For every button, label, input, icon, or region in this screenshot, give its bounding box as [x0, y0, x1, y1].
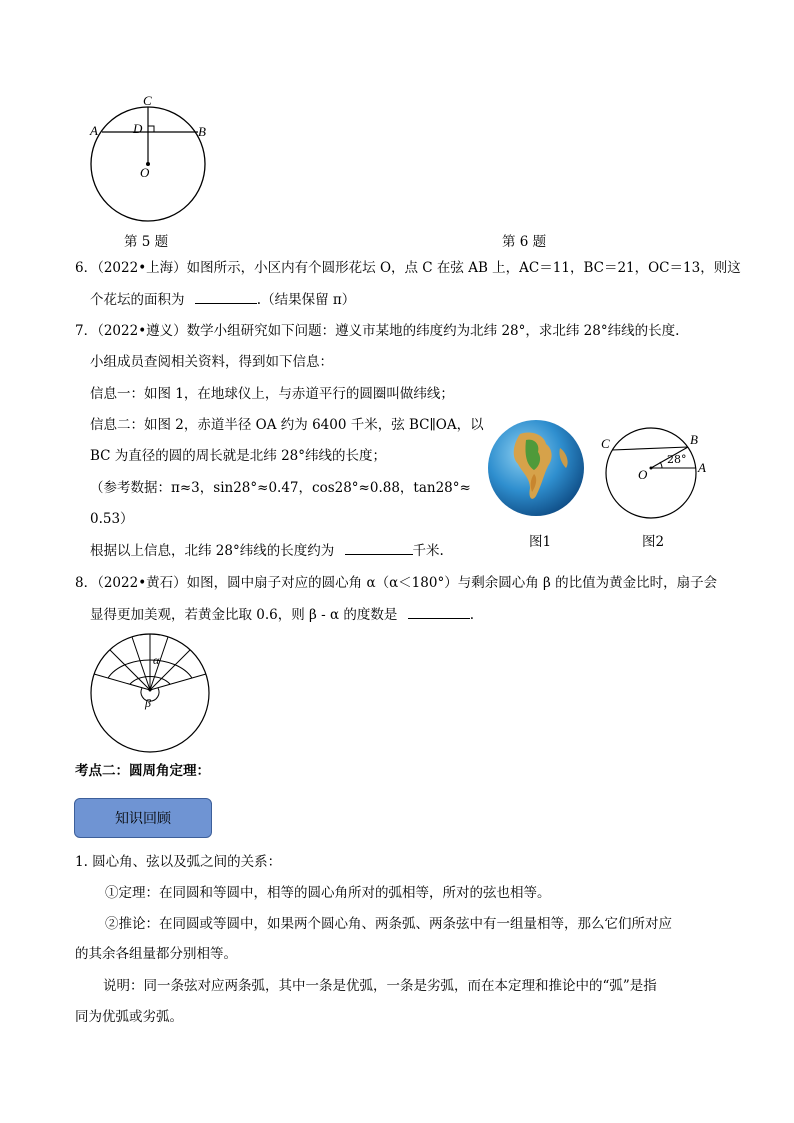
question-7-answer-text: 根据以上信息，北纬 28°纬线的长度约为	[90, 543, 335, 559]
note-line-1: 说明：同一条弦对应两条弧，其中一条是优弧，一条是劣弧，而在本定理和推论中的“弧”是指	[103, 978, 657, 994]
label-b: B	[198, 124, 206, 139]
right-angle-mark	[148, 126, 154, 132]
question-7-line-2: 小组成员查阅相关资料，得到如下信息：	[90, 354, 333, 370]
label-o: O	[638, 467, 648, 482]
reference-data-line-2: 0.53）	[90, 511, 134, 527]
note-line-2: 同为优弧或劣弧。	[75, 1009, 183, 1025]
fan-circle-diagram	[88, 632, 214, 758]
chord-bc	[612, 447, 688, 450]
figure-2-caption: 图2	[642, 534, 665, 550]
fan-ribs	[94, 634, 206, 690]
question-8-text: 显得更加美观，若黄金比取 0.6，则 β - α 的度数是	[90, 607, 398, 623]
knowledge-review-label	[74, 798, 212, 838]
label-a: A	[698, 460, 706, 475]
info-2-line-2: BC 为直径的圆的周长就是北纬 28°纬线的长度；	[90, 448, 387, 464]
label-a: A	[90, 123, 98, 138]
label-b: B	[690, 432, 698, 447]
question-8-line-1: 8．（2022•黄石）如图，圆中扇子对应的圆心角 α（α＜180°）与剩余圆心角 β 的比值为黄金比时，扇子会	[75, 575, 718, 591]
center-point	[149, 689, 152, 692]
question-6-suffix: .（结果保留 π）	[256, 292, 356, 308]
angle-label: 28°	[667, 453, 687, 466]
figure-5-caption: 第 5 题	[124, 234, 169, 250]
question-6-line-2	[90, 289, 355, 310]
reference-data-line-1: （参考数据：π≈3，sin28°≈0.47，cos28°≈0.88，tan28°≈	[90, 480, 471, 496]
answer-blank-7[interactable]	[345, 540, 413, 555]
figure-6-caption: 第 6 题	[502, 234, 547, 250]
beta-label: β	[145, 696, 151, 710]
question-6-text: 个花坛的面积为	[90, 292, 185, 308]
circle-o	[606, 428, 696, 518]
question-8-line-2	[90, 604, 474, 625]
corollary-line-2: 的其余各组量都分别相等。	[75, 946, 237, 962]
info-2-line-1: 信息二：如图 2，赤道半径 OA 约为 6400 千米，弦 BC∥OA，以	[90, 417, 484, 433]
box-label-text: 知识回顾	[115, 811, 171, 827]
question-6-line-1: 6．（2022•上海）如图所示，小区内有个圆形花坛 O，点 C 在弦 AB 上，AC＝11，BC＝21，OC＝13，则这	[75, 260, 741, 276]
globe-image	[486, 418, 586, 518]
label-c: C	[601, 436, 610, 451]
question-7-answer-line	[90, 540, 444, 561]
question-7-unit: 千米.	[412, 543, 444, 559]
question-8-suffix: .	[469, 607, 475, 623]
question-7-line-1: 7．（2022•遵义）数学小组研究如下问题：遵义市某地的纬度约为北纬 28°，求北纬 28°纬线的长度.	[75, 323, 680, 339]
alpha-label: α	[153, 653, 160, 667]
label-c: C	[143, 93, 152, 108]
label-o: O	[140, 165, 150, 180]
answer-blank-8[interactable]	[408, 604, 470, 619]
theorem: ①定理：在同圆和等圆中，相等的圆心角所对的弧相等，所对的弦也相等。	[105, 885, 551, 901]
answer-blank-6[interactable]	[195, 289, 257, 304]
figure-1-caption: 图1	[529, 534, 552, 550]
section-title: 考点二：圆周角定理：	[75, 763, 210, 779]
label-d: D	[133, 121, 143, 136]
review-item-1: 1. 圆心角、弦以及弧之间的关系：	[75, 854, 282, 870]
corollary-line-1: ②推论：在同圆或等圆中，如果两个圆心角、两条弧、两条弦中有一组量相等，那么它们所对应	[105, 916, 672, 932]
info-1: 信息一：如图 1，在地球仪上，与赤道平行的圆圈叫做纬线；	[90, 386, 454, 402]
point-o	[650, 467, 653, 470]
angle-arc	[660, 462, 662, 468]
